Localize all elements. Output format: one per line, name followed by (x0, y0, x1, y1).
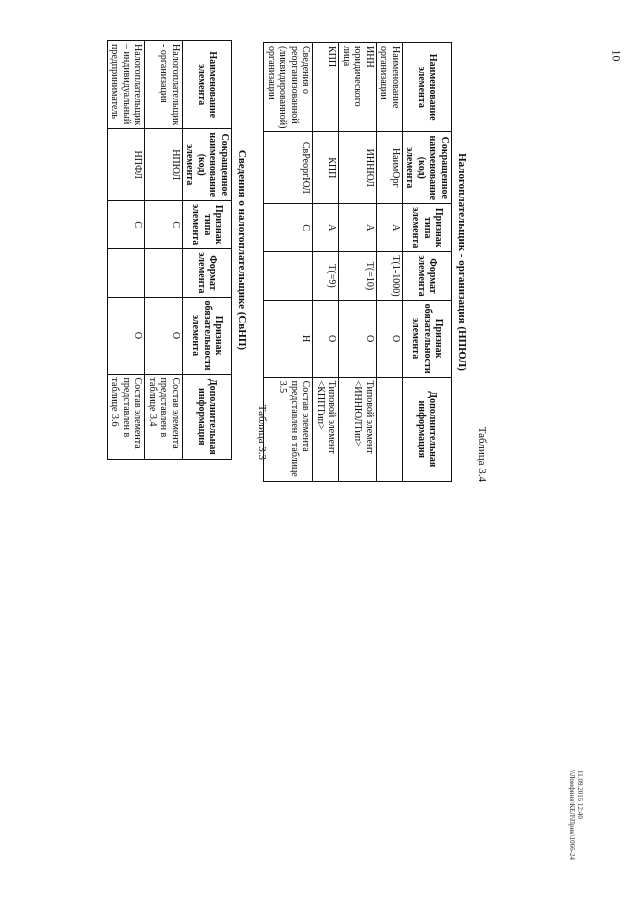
footer-line: 11.09.2015 12:40 (576, 770, 584, 819)
cell: О (339, 300, 377, 377)
table-title: Сведения о налогоплательщике (СвНП) (236, 149, 248, 351)
cell: Сведения о реорганизованной (ликвидированной) организации (264, 43, 313, 132)
cell: Состав элемента представлен в таблице 3.5 (264, 377, 313, 481)
table-caption: Таблица 3.4 (476, 426, 488, 482)
cell: ИННЮЛ (339, 132, 377, 204)
table-header-row (403, 43, 452, 482)
cell: А (377, 204, 403, 252)
cell: Т(=9) (313, 252, 339, 300)
cell (264, 252, 313, 300)
cell: НПФЛ (108, 129, 146, 201)
cell: Налогоплательщик – индивидуальный предприниматель (108, 41, 146, 129)
cell: ИНН юридического лица (339, 43, 377, 132)
table-row (264, 43, 313, 482)
cell: Состав элемента представлен в таблице 3.4 (145, 374, 183, 459)
cell: О (108, 297, 146, 374)
col-header: Формат элемента (403, 252, 452, 300)
cell: С (145, 201, 183, 249)
table-caption: Таблица 3.3 (256, 404, 268, 460)
cell: Наименование организации (377, 43, 403, 132)
table-3-3-block (107, 40, 268, 460)
cell (377, 377, 403, 481)
col-header: Признак обязательности элемента (403, 300, 452, 377)
table-row (313, 43, 339, 482)
cell: С (108, 201, 146, 249)
table-npyul (264, 42, 453, 482)
cell: С (264, 204, 313, 252)
cell (145, 249, 183, 297)
cell: Типовой элемент <ИННЮЛТип> (339, 377, 377, 481)
col-header: Сокращенное наименование (код) элемента (183, 129, 232, 201)
col-header: Признак обязательности элемента (183, 297, 232, 374)
cell: НПЮЛ (145, 129, 183, 201)
cell: Т(1-1000) (377, 252, 403, 300)
table-header-row (183, 41, 232, 460)
cell: СвРеоргЮЛ (264, 132, 313, 204)
cell: А (339, 204, 377, 252)
table-row (377, 43, 403, 482)
cell: Состав элемента представлен в таблице 3.6 (108, 374, 146, 459)
cell: Н (264, 300, 313, 377)
table-title: Налогоплательщик - организация (НПЮЛ) (456, 153, 468, 371)
cell: Т(=10) (339, 252, 377, 300)
table-svnp (107, 40, 232, 460)
footer-line: \\Ломфиня\КЕЛ\Прик\1066-24 (567, 770, 576, 860)
col-header: Наименование элемента (403, 43, 452, 132)
table-row (339, 43, 377, 482)
col-header: Дополнительная информация (183, 374, 232, 459)
cell: А (313, 204, 339, 252)
cell: НаимОрг (377, 132, 403, 204)
cell: КПП (313, 132, 339, 204)
cell: О (377, 300, 403, 377)
cell: О (145, 297, 183, 374)
table-3-4-block (264, 42, 489, 482)
col-header: Признак типа элемента (403, 204, 452, 252)
cell: КПП (313, 43, 339, 132)
table-row (145, 41, 183, 460)
cell (108, 249, 146, 297)
cell: Типовой элемент <КППТип> (313, 377, 339, 481)
col-header: Наименование элемента (183, 41, 232, 129)
page-number: 10 (609, 49, 624, 62)
cell: О (313, 300, 339, 377)
col-header: Дополнительная информация (403, 377, 452, 481)
table-row (108, 41, 146, 460)
cell: Налогоплательщик - организация (145, 41, 183, 129)
col-header: Сокращенное наименование (код) элемента (403, 132, 452, 204)
footer-stamp (567, 770, 584, 860)
col-header: Формат элемента (183, 249, 232, 297)
col-header: Признак типа элемента (183, 201, 232, 249)
